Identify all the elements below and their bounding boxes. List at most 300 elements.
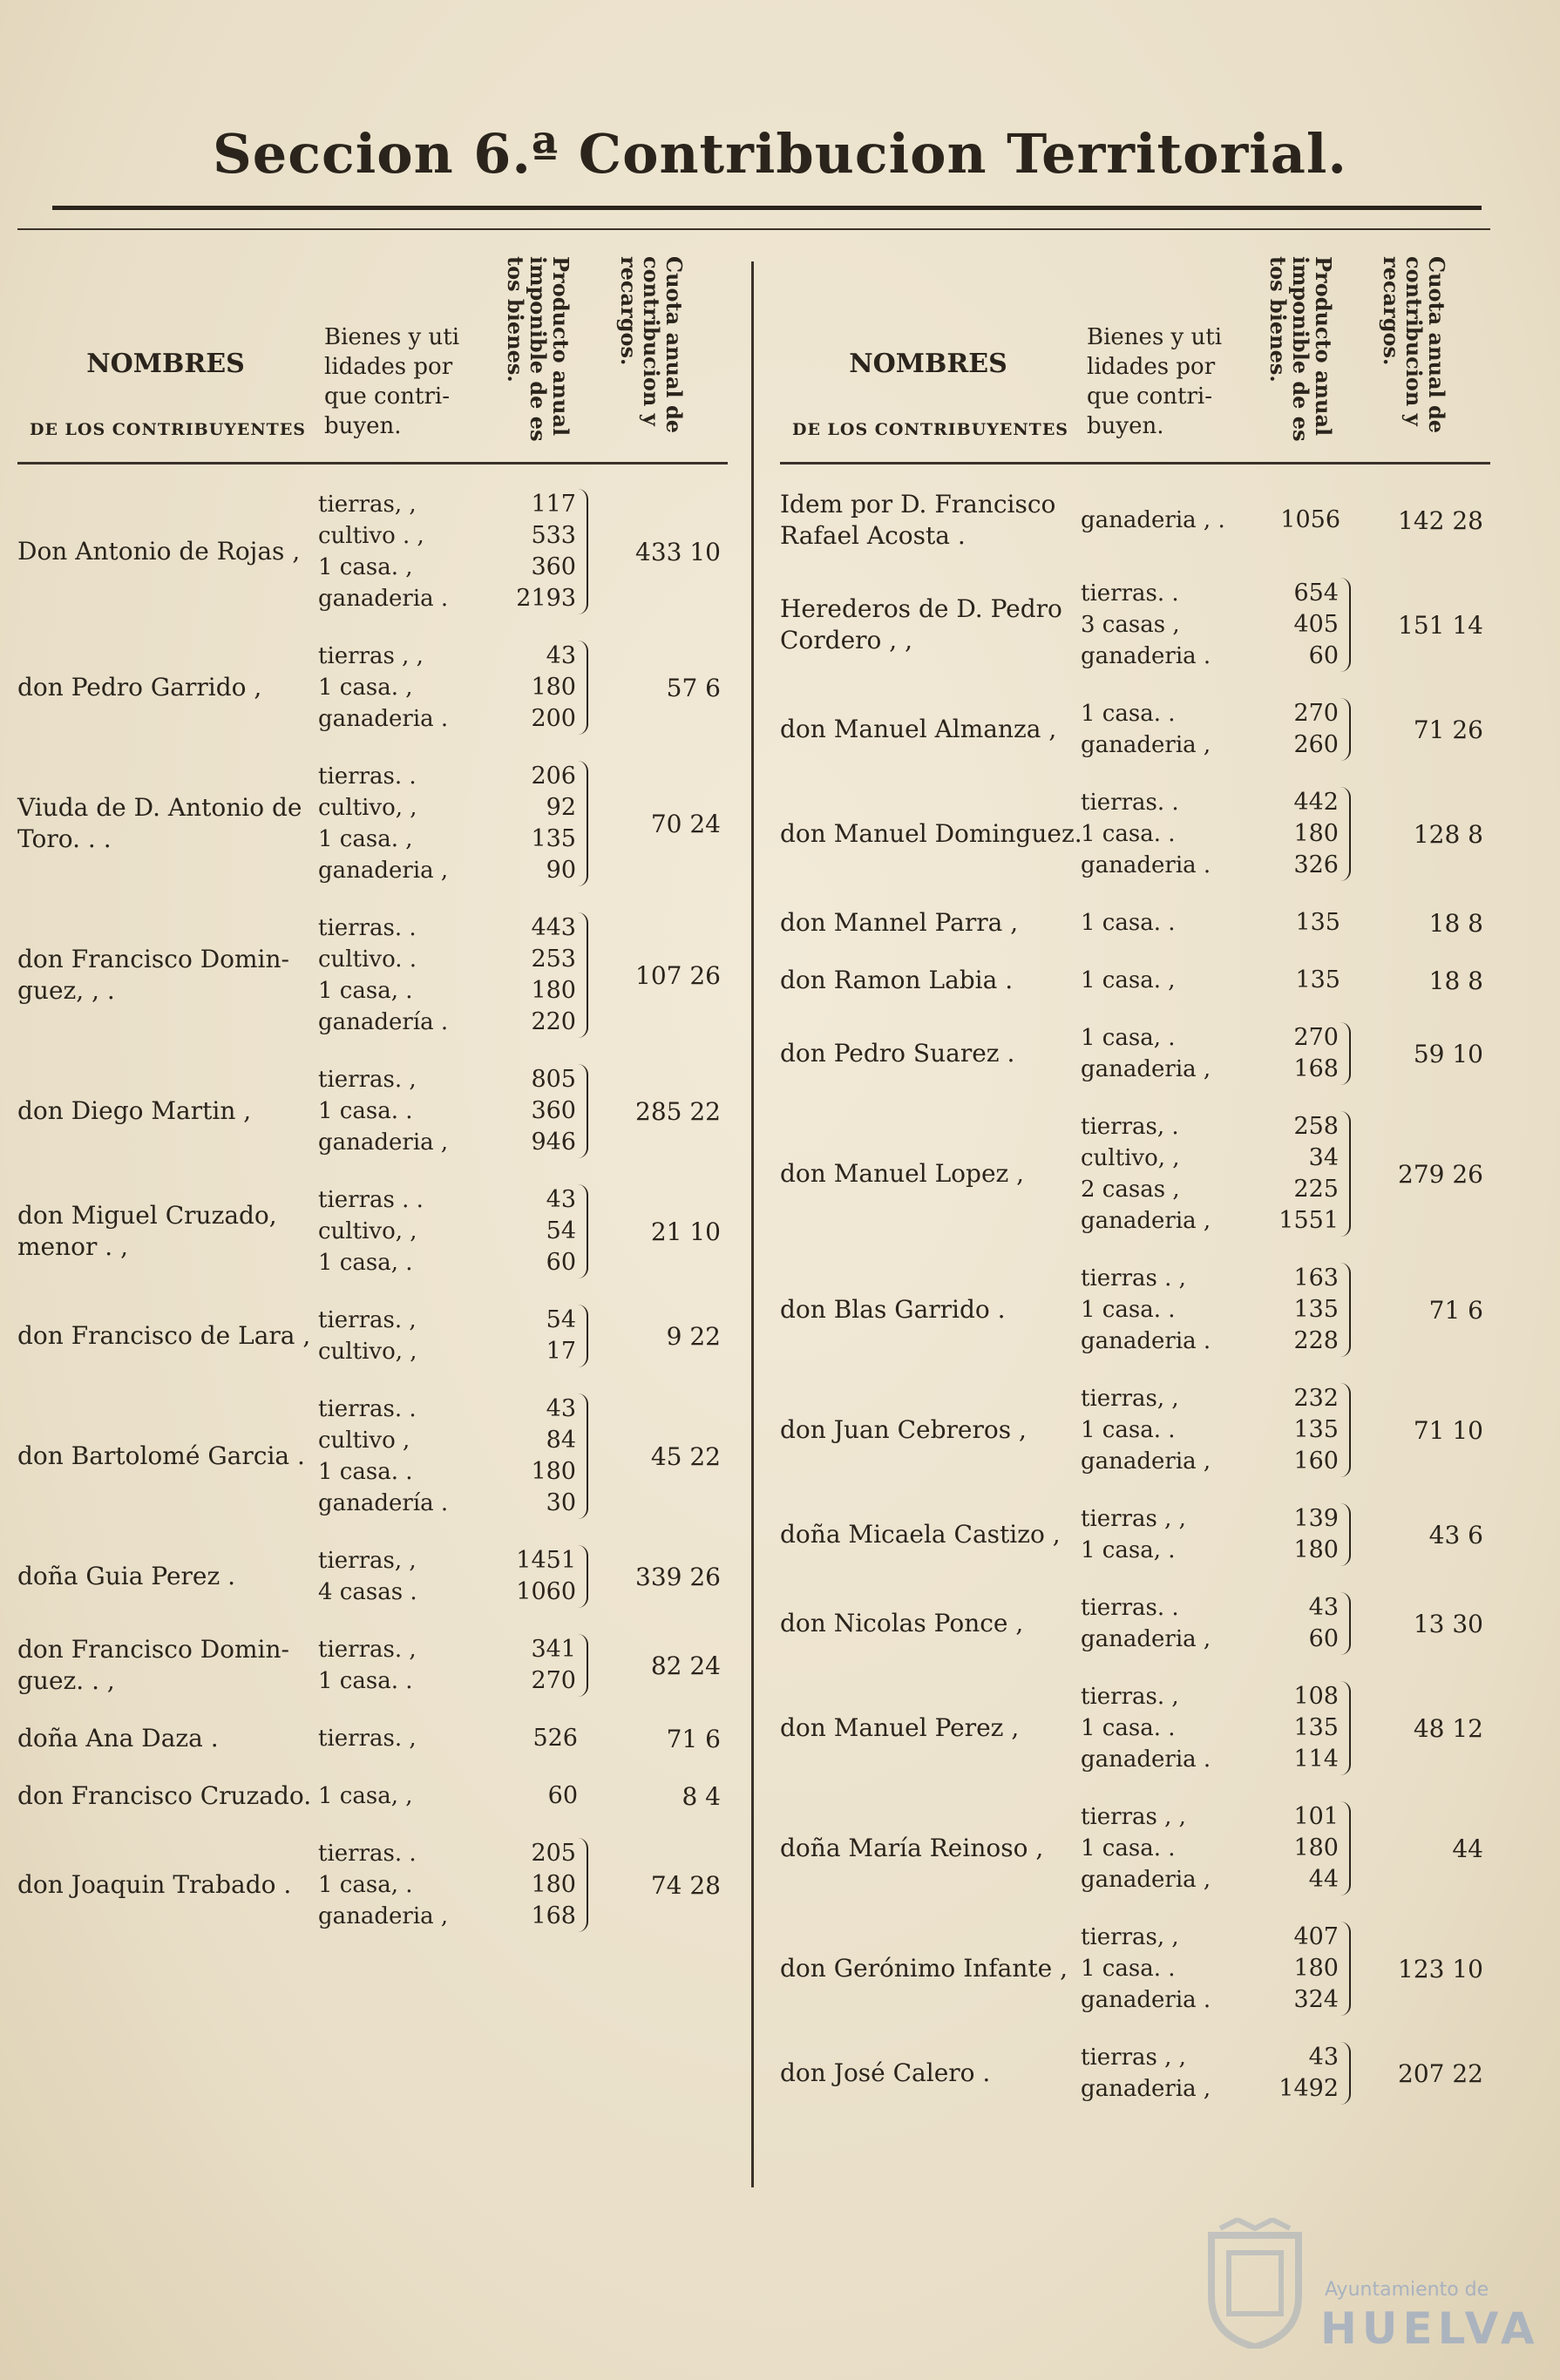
contributor-name-line: don Manuel Almanza , xyxy=(780,715,1057,743)
contributor-name xyxy=(780,489,1081,552)
asset-item: tierras , , xyxy=(1081,2044,1186,2071)
contributor-name xyxy=(17,1723,318,1754)
contributor-name-line: don Francisco Domin- xyxy=(17,1635,290,1664)
contributor-name-line: don Francisco Cruzado. xyxy=(17,1781,312,1810)
asset-item: tierras. , xyxy=(318,1307,417,1333)
asset-item: tierras . . xyxy=(318,1187,424,1213)
asset-item: ganaderia , xyxy=(1081,732,1211,758)
contributor-name-line: don Manuel Lopez , xyxy=(780,1159,1025,1188)
taxable-product-value: 200 xyxy=(531,705,576,732)
taxable-product-value: 114 xyxy=(1293,1746,1339,1773)
taxable-product-value: 135 xyxy=(1293,1714,1339,1741)
asset-item: 1 casa, . xyxy=(318,1872,413,1898)
taxable-product-value: 43 xyxy=(1308,2044,1339,2071)
asset-list xyxy=(1081,1922,1251,2016)
contributor-name-line: Viuda de D. Antonio de xyxy=(17,793,302,822)
asset-item: 1 casa, . xyxy=(1081,1537,1176,1563)
taxable-product-value: 60 xyxy=(547,1782,578,1809)
contributor-name xyxy=(780,1712,1081,1744)
taxable-product-value: 135 xyxy=(1293,1416,1339,1443)
asset-item: 1 casa. . xyxy=(1081,821,1176,847)
taxable-product-value: 1060 xyxy=(516,1578,576,1605)
asset-list xyxy=(1081,1681,1251,1775)
asset-list xyxy=(318,1305,488,1367)
annual-quota: 82 24 xyxy=(650,1651,721,1680)
taxable-product-values xyxy=(488,641,588,735)
asset-list xyxy=(318,1064,488,1158)
contributor-name xyxy=(780,1519,1081,1550)
taxable-product-value: 1492 xyxy=(1279,2075,1339,2102)
contributor-name-line: Cordero , , xyxy=(780,626,913,654)
table-row xyxy=(780,1383,1490,1477)
contributor-name xyxy=(780,714,1081,745)
annual-quota: 48 12 xyxy=(1413,1713,1483,1743)
contributor-name-line: Don Antonio de Rojas , xyxy=(17,537,301,566)
taxable-product-value: 253 xyxy=(531,946,576,973)
annual-quota: 71 6 xyxy=(666,1724,721,1753)
asset-item: ganaderia . xyxy=(1081,1746,1211,1773)
asset-item: ganaderia . xyxy=(1081,1328,1211,1354)
taxable-product-value: 1056 xyxy=(1280,506,1340,533)
asset-item: tierras . , xyxy=(1081,1265,1186,1292)
taxable-product-value: 270 xyxy=(1293,1024,1339,1051)
contributor-name xyxy=(780,1158,1081,1190)
header-bienes: Bienes y uti lidades por que contri- buyen. xyxy=(1087,324,1223,439)
asset-item: tierras. . xyxy=(318,1841,417,1867)
asset-item: cultivo, , xyxy=(318,1339,417,1365)
annual-quota: 71 10 xyxy=(1413,1415,1483,1445)
asset-item: ganaderia , xyxy=(318,1129,449,1156)
column-divider xyxy=(751,261,754,2187)
asset-item: ganaderia . xyxy=(318,586,449,612)
taxable-product-value: 92 xyxy=(546,794,576,821)
table-row xyxy=(780,1022,1490,1085)
taxable-product-values xyxy=(1251,1503,1351,1566)
asset-item: cultivo. . xyxy=(318,946,417,973)
taxable-product-value: 43 xyxy=(546,1395,576,1422)
asset-item: tierras. , xyxy=(1081,1684,1179,1710)
asset-item: 3 casas , xyxy=(1081,612,1180,638)
taxable-product-value: 43 xyxy=(546,642,576,669)
table-row xyxy=(17,1634,728,1697)
asset-list xyxy=(1081,787,1251,881)
taxable-product-value: 654 xyxy=(1293,580,1339,607)
asset-list xyxy=(1081,505,1251,536)
table-row xyxy=(780,1681,1490,1775)
contributor-name-line: doña Guia Perez . xyxy=(17,1562,236,1590)
taxable-product-values xyxy=(1251,1592,1351,1655)
asset-item: 1 casa. . xyxy=(1081,1417,1176,1443)
taxable-product-value: 180 xyxy=(531,1871,576,1898)
asset-list xyxy=(1081,1592,1251,1655)
contributor-name xyxy=(780,818,1081,850)
taxable-product-value: 405 xyxy=(1293,611,1339,638)
taxable-product-values xyxy=(488,1780,588,1812)
asset-list xyxy=(318,1634,488,1697)
asset-item: tierras. . xyxy=(1081,580,1179,607)
annual-quota: 9 22 xyxy=(666,1321,721,1351)
right-table-header xyxy=(780,253,1490,464)
taxable-product-value: 946 xyxy=(531,1129,576,1156)
asset-item: ganaderia , xyxy=(1081,1448,1211,1475)
asset-item: 1 casa. . xyxy=(1081,910,1176,936)
asset-item: tierras. , xyxy=(318,1067,417,1093)
asset-list xyxy=(1081,1111,1251,1237)
taxable-product-value: 34 xyxy=(1308,1144,1339,1171)
taxable-product-value: 533 xyxy=(531,522,576,549)
asset-item: tierras, , xyxy=(1081,1924,1179,1950)
asset-item: 1 casa. , xyxy=(1081,967,1176,993)
table-row xyxy=(17,1305,728,1367)
asset-list xyxy=(1081,1801,1251,1895)
table-row xyxy=(17,1393,728,1519)
contributor-name xyxy=(17,672,318,703)
taxable-product-value: 60 xyxy=(1308,642,1339,669)
contributor-name xyxy=(780,965,1081,996)
taxable-product-value: 180 xyxy=(1293,820,1339,847)
taxable-product-value: 180 xyxy=(1293,1536,1339,1563)
annual-quota: 70 24 xyxy=(650,809,721,838)
taxable-product-values xyxy=(1251,2042,1351,2105)
asset-list xyxy=(318,489,488,614)
taxable-product-value: 60 xyxy=(1308,1625,1339,1652)
asset-item: 1 casa, . xyxy=(1081,1025,1176,1051)
taxable-product-values xyxy=(1251,505,1351,536)
taxable-product-values xyxy=(488,912,588,1038)
asset-item: ganaderia , xyxy=(1081,1208,1211,1234)
taxable-product-value: 180 xyxy=(531,674,576,701)
asset-list xyxy=(1081,2042,1251,2105)
annual-quota: 74 28 xyxy=(650,1870,721,1900)
asset-item: ganadería . xyxy=(318,1009,449,1035)
taxable-product-value: 443 xyxy=(531,914,576,941)
annual-quota: 142 28 xyxy=(1398,505,1483,535)
header-names: NOMBRES xyxy=(86,349,245,379)
asset-item: ganaderia , xyxy=(318,858,449,884)
asset-item: cultivo, , xyxy=(1081,1145,1180,1171)
asset-list xyxy=(318,761,488,886)
taxable-product-values xyxy=(1251,578,1351,672)
taxable-product-value: 54 xyxy=(546,1306,576,1333)
annual-quota: 43 6 xyxy=(1428,1520,1483,1549)
asset-list xyxy=(318,1780,488,1812)
table-row xyxy=(17,641,728,735)
contributor-name-line: don Pedro Garrido , xyxy=(17,673,262,702)
taxable-product-value: 108 xyxy=(1293,1683,1339,1710)
asset-item: 1 casa, , xyxy=(318,1783,413,1809)
asset-list xyxy=(318,1723,488,1754)
contributor-name xyxy=(780,1608,1081,1639)
taxable-product-values xyxy=(1251,1111,1351,1237)
contributor-name-line: doña Ana Daza . xyxy=(17,1724,219,1753)
taxable-product-value: 341 xyxy=(531,1636,576,1663)
taxable-product-value: 180 xyxy=(1293,1955,1339,1982)
left-table-rows xyxy=(17,489,728,1932)
annual-quota: 8 4 xyxy=(682,1781,721,1811)
contributor-name xyxy=(17,1320,318,1352)
contributor-name xyxy=(780,593,1081,656)
table-row xyxy=(17,1184,728,1278)
contributor-name xyxy=(17,1095,318,1127)
taxable-product-values xyxy=(488,1545,588,1608)
asset-item: ganaderia , xyxy=(1081,1626,1211,1652)
table-row xyxy=(780,965,1490,996)
contributor-name-line: don Manuel Perez , xyxy=(780,1713,1020,1742)
contributor-name-line: don Bartolomé Garcia . xyxy=(17,1441,305,1470)
asset-item: ganaderia . xyxy=(1081,852,1211,878)
header-cuota: Cuota anual de contribucion y recargos. xyxy=(616,256,687,434)
table-row xyxy=(780,1263,1490,1357)
contributor-name xyxy=(780,907,1081,939)
table-row xyxy=(17,1780,728,1812)
asset-item: ganaderia . xyxy=(318,706,449,732)
taxable-product-values xyxy=(1251,1681,1351,1775)
header-bienes: Bienes y uti lidades por que contri- buyen. xyxy=(324,324,460,439)
header-cuota: Cuota anual de contribucion y recargos. xyxy=(1379,256,1449,434)
asset-item: tierras, , xyxy=(318,1548,417,1574)
asset-list xyxy=(1081,1503,1251,1566)
contributor-name xyxy=(780,1294,1081,1326)
table-row xyxy=(17,1545,728,1608)
taxable-product-values xyxy=(1251,1263,1351,1357)
taxable-product-value: 168 xyxy=(531,1902,576,1929)
taxable-product-values xyxy=(488,1393,588,1519)
taxable-product-value: 228 xyxy=(1293,1327,1339,1354)
contributor-name-line: don Joaquin Trabado . xyxy=(17,1870,292,1899)
left-table-header xyxy=(17,253,728,464)
contributor-name-line: don Nicolas Ponce , xyxy=(780,1609,1024,1638)
asset-list xyxy=(1081,1383,1251,1477)
asset-item: 1 casa. . xyxy=(1081,1956,1176,1982)
title-rule-thick xyxy=(52,206,1482,210)
asset-item: 1 casa. . xyxy=(318,1459,413,1485)
asset-item: ganaderia , xyxy=(1081,2076,1211,2102)
asset-item: 2 casas , xyxy=(1081,1176,1180,1203)
table-row xyxy=(780,1592,1490,1655)
table-row xyxy=(780,2042,1490,2105)
contributor-name xyxy=(17,1441,318,1472)
header-producto: Producto anual imponible de es tos bienes. xyxy=(503,256,573,442)
contributor-name-line: don Francisco Domin- xyxy=(17,945,290,973)
annual-quota: 45 22 xyxy=(650,1441,721,1471)
taxable-product-values xyxy=(488,1305,588,1367)
taxable-product-value: 30 xyxy=(546,1489,576,1516)
asset-item: cultivo, , xyxy=(318,795,417,821)
taxable-product-values xyxy=(488,1723,588,1754)
contributor-name-line: don Diego Martin , xyxy=(17,1096,252,1125)
taxable-product-value: 1551 xyxy=(1279,1207,1339,1234)
taxable-product-value: 360 xyxy=(531,553,576,580)
taxable-product-value: 260 xyxy=(1293,731,1339,758)
taxable-product-values xyxy=(488,489,588,614)
asset-item: tierras. . xyxy=(1081,790,1179,816)
taxable-product-values xyxy=(488,1634,588,1697)
asset-item: 1 casa. . xyxy=(1081,1715,1176,1741)
contributor-name xyxy=(17,1561,318,1592)
table-row xyxy=(17,1064,728,1158)
taxable-product-value: 44 xyxy=(1308,1866,1339,1893)
taxable-product-value: 205 xyxy=(531,1840,576,1867)
contributor-name xyxy=(17,792,318,855)
table-row xyxy=(780,1801,1490,1895)
contributor-name xyxy=(17,1634,318,1697)
asset-item: 1 casa, . xyxy=(318,1250,413,1276)
asset-item: ganaderia , xyxy=(1081,1867,1211,1893)
taxable-product-value: 270 xyxy=(531,1667,576,1694)
annual-quota: 57 6 xyxy=(666,673,721,702)
asset-item: cultivo , xyxy=(318,1427,410,1454)
taxable-product-value: 326 xyxy=(1293,851,1339,878)
table-row xyxy=(17,1723,728,1754)
annual-quota: 21 10 xyxy=(650,1217,721,1246)
asset-item: 1 casa, . xyxy=(318,978,413,1004)
asset-item: 1 casa. . xyxy=(318,1668,413,1694)
taxable-product-values xyxy=(488,1184,588,1278)
asset-item: 1 casa. . xyxy=(1081,1835,1176,1861)
page-title: Seccion 6.ª Contribucion Territorial. xyxy=(212,122,1348,186)
taxable-product-value: 60 xyxy=(546,1249,576,1276)
taxable-product-values xyxy=(488,1064,588,1158)
contributor-name-line: don Blas Garrido . xyxy=(780,1295,1006,1324)
taxable-product-values xyxy=(1251,1383,1351,1477)
contributor-name-line: Toro. . . xyxy=(17,824,112,853)
asset-item: ganaderia . xyxy=(1081,1987,1211,2013)
asset-item: tierras, . xyxy=(1081,1114,1179,1140)
asset-item: ganadería . xyxy=(318,1490,449,1516)
contributor-name xyxy=(780,1414,1081,1446)
taxable-product-value: 805 xyxy=(531,1066,576,1093)
contributor-name xyxy=(17,536,318,567)
contributor-name-line: don Mannel Parra , xyxy=(780,908,1019,937)
asset-item: ganaderia , . xyxy=(1081,507,1225,533)
seal-caption: Ayuntamiento de xyxy=(1325,2279,1489,2301)
asset-item: ganaderia . xyxy=(1081,643,1211,669)
asset-item: cultivo . , xyxy=(318,523,424,549)
table-row xyxy=(780,1503,1490,1566)
asset-item: 1 casa. , xyxy=(318,826,413,852)
annual-quota: 207 22 xyxy=(1398,2058,1483,2088)
contributor-name xyxy=(780,1833,1081,1864)
asset-list xyxy=(1081,965,1251,996)
header-names-sub: DE LOS CONTRIBUYENTES xyxy=(29,420,307,439)
contributor-name-line: don Francisco de Lara , xyxy=(17,1321,311,1350)
taxable-product-value: 135 xyxy=(1293,1296,1339,1323)
asset-list xyxy=(318,1393,488,1519)
taxable-product-value: 43 xyxy=(1308,1594,1339,1621)
taxable-product-value: 117 xyxy=(531,491,576,518)
header-names: NOMBRES xyxy=(849,349,1007,379)
contributor-name-line: don Ramon Labia . xyxy=(780,966,1014,994)
annual-quota: 18 8 xyxy=(1428,908,1483,938)
asset-list xyxy=(1081,1022,1251,1085)
taxable-product-value: 160 xyxy=(1293,1448,1339,1475)
taxable-product-value: 324 xyxy=(1293,1986,1339,2013)
asset-item: tierras. . xyxy=(318,1396,417,1422)
taxable-product-values xyxy=(1251,1801,1351,1895)
contributor-name-line: don Juan Cebreros , xyxy=(780,1415,1027,1444)
asset-item: 1 casa. . xyxy=(1081,701,1176,727)
taxable-product-value: 135 xyxy=(531,825,576,852)
asset-item: tierras , , xyxy=(318,643,424,669)
taxable-product-value: 270 xyxy=(1293,700,1339,727)
taxable-product-value: 232 xyxy=(1293,1385,1339,1412)
table-row xyxy=(17,761,728,886)
asset-list xyxy=(318,1184,488,1278)
asset-item: tierras, , xyxy=(318,492,417,518)
annual-quota: 433 10 xyxy=(635,537,721,566)
asset-item: 1 casa. , xyxy=(318,675,413,701)
asset-list xyxy=(318,1838,488,1932)
asset-item: tierras , , xyxy=(1081,1804,1186,1830)
contributor-name-line: don Miguel Cruzado, xyxy=(17,1201,277,1230)
left-column xyxy=(17,253,728,1958)
taxable-product-value: 84 xyxy=(546,1427,576,1454)
taxable-product-value: 225 xyxy=(1293,1176,1339,1203)
annual-quota: 13 30 xyxy=(1413,1609,1483,1638)
contributor-name-line: doña Micaela Castizo , xyxy=(780,1520,1061,1549)
asset-item: ganaderia , xyxy=(1081,1056,1211,1082)
taxable-product-value: 43 xyxy=(546,1186,576,1213)
annual-quota: 285 22 xyxy=(635,1096,721,1126)
taxable-product-value: 135 xyxy=(1295,909,1340,936)
taxable-product-value: 163 xyxy=(1293,1265,1339,1292)
taxable-product-value: 360 xyxy=(531,1097,576,1124)
asset-item: 1 casa. . xyxy=(318,1098,413,1124)
taxable-product-values xyxy=(1251,965,1351,996)
annual-quota: 339 26 xyxy=(635,1562,721,1591)
taxable-product-values xyxy=(1251,787,1351,881)
annual-quota: 279 26 xyxy=(1398,1159,1483,1189)
taxable-product-value: 526 xyxy=(532,1725,578,1752)
annual-quota: 18 8 xyxy=(1428,966,1483,995)
asset-item: tierras. , xyxy=(318,1637,417,1663)
asset-list xyxy=(1081,907,1251,939)
taxable-product-value: 17 xyxy=(546,1338,576,1365)
contributor-name-line: menor . , xyxy=(17,1232,128,1261)
table-row xyxy=(17,1838,728,1932)
taxable-product-value: 135 xyxy=(1295,966,1340,993)
contributor-name-line: don Gerónimo Infante , xyxy=(780,1954,1068,1983)
taxable-product-values xyxy=(488,761,588,886)
table-row xyxy=(17,912,728,1038)
table-row xyxy=(780,907,1490,939)
contributor-name-line: Rafael Acosta . xyxy=(780,521,966,550)
asset-list xyxy=(1081,578,1251,672)
taxable-product-value: 1451 xyxy=(516,1547,576,1574)
taxable-product-value: 258 xyxy=(1293,1113,1339,1140)
contributor-name xyxy=(17,1869,318,1901)
taxable-product-value: 2193 xyxy=(516,585,576,612)
taxable-product-value: 407 xyxy=(1293,1923,1339,1950)
header-producto: Producto anual imponible de es tos bienes. xyxy=(1265,256,1336,442)
table-row xyxy=(780,578,1490,672)
annual-quota: 151 14 xyxy=(1398,610,1483,640)
right-column xyxy=(780,253,1490,2131)
taxable-product-values xyxy=(488,1838,588,1932)
taxable-product-value: 90 xyxy=(546,857,576,884)
asset-list xyxy=(318,912,488,1038)
asset-list xyxy=(318,1545,488,1608)
contributor-name-line: doña María Reinoso , xyxy=(780,1834,1044,1862)
asset-item: tierras , , xyxy=(1081,1506,1186,1532)
asset-item: tierras. . xyxy=(1081,1595,1179,1621)
annual-quota: 128 8 xyxy=(1413,819,1483,849)
asset-item: ganaderia , xyxy=(318,1903,449,1929)
annual-quota: 59 10 xyxy=(1413,1039,1483,1068)
annual-quota: 107 26 xyxy=(635,960,721,990)
contributor-name-line: don José Calero . xyxy=(780,2058,991,2087)
taxable-product-value: 206 xyxy=(531,763,576,790)
